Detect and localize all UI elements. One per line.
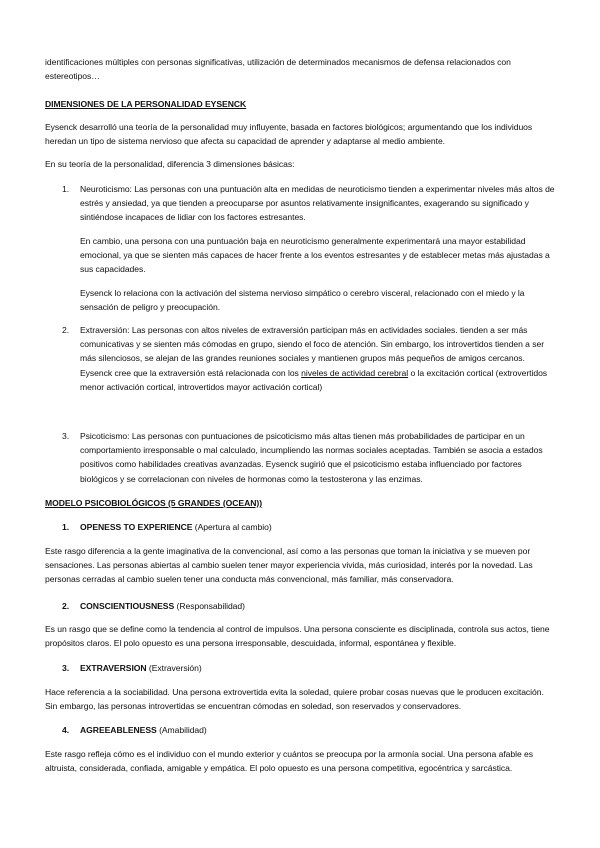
trait-translation: (Extraversión)	[148, 663, 202, 673]
neuroticism-low-paragraph: En cambio, una persona con una puntuación baja en neuroticismo generalmente experimentará una mayor estabilidad emocional, ya que se sienten más capaces de hacer frente a los eventos estresantes y de establecer metas más ajustadas a sus capacidades.	[80, 236, 550, 275]
trait-title-agreeableness	[80, 723, 557, 737]
trait-name: OPENESS TO EXPERIENCE	[80, 522, 193, 532]
neuroticism-paragraph: Neuroticismo: Las personas con una puntuación alta en medidas de neuroticismo tienden a experimentar niveles más altos de estrés y ansiedad, ya que tienden a preocuparse por asuntos relativamente insignificantes, exagerando su significado y sintiéndose incapaces de lidiar con los factores estresantes.	[80, 184, 555, 223]
trait-translation: (Responsabilidad)	[176, 601, 245, 611]
trait-text-conscientiousness: Es un rasgo que se define como la tendencia al control de impulsos. Una persona consciente es disciplinada, controla sus actos, tiene propósitos claros. El polo opuesto es una persona irresponsable, descuidada, informal, espontánea y flexible.	[45, 624, 550, 649]
trait-number: 4.	[62, 725, 70, 735]
trait-name: AGREEABLENESS	[80, 725, 157, 735]
extraversion-text-end: o la excitación cortical (extrovertidos menor activación cortical, introvertidos mayor activación cortical)	[80, 367, 548, 392]
list-number: 3.	[62, 431, 70, 441]
list-number: 1.	[62, 184, 70, 194]
intro-continuation: identificaciones múltiples con personas significativas, utilización de determinados mecanismos de defensa relacionados con estereotipos…	[45, 57, 511, 82]
trait-text-extraversion: Hace referencia a la sociabilidad. Una persona extrovertida evita la soledad, quiere probar cosas nuevas que le producen excitación. Sin embargo, las personas introvertidas se encuentran cómodas en soledad, son reservados y conservadores.	[45, 687, 544, 712]
brain-activity-link[interactable]: niveles de actividad cerebral	[301, 367, 409, 378]
trait-number: 3.	[62, 663, 70, 673]
trait-name: EXTRAVERSION	[80, 663, 147, 673]
ocean-heading: MODELO PSICOBIOLÓGICOS (5 GRANDES (OCEAN))	[45, 498, 263, 508]
trait-name: CONSCIENTIOUSNESS	[80, 601, 175, 611]
list-number: 2.	[62, 325, 70, 335]
psychoticism-paragraph: Psicoticismo: Las personas con puntuaciones de psicoticismo más altas tienen más probabilidades de participar en un comportamiento irresponsable o mal calculado, incumpliendo las normas sociales aceptadas. También se asocia a estados positivos como habilidades creativas avanzadas. Eysenck sugirió que el psicoticismo estaba influenciado por factores biológicos y se correlacionan con niveles de hormonas como la testosterona y las enzimas.	[80, 431, 543, 484]
trait-number: 1.	[62, 522, 70, 532]
trait-title-openness	[80, 520, 557, 534]
trait-title-extraversion	[80, 661, 557, 675]
trait-title-conscientiousness	[80, 599, 557, 613]
extraversion-paragraph	[80, 323, 557, 394]
trait-translation: (Apertura al cambio)	[194, 522, 272, 532]
trait-text-openness: Este rasgo diferencia a la gente imaginativa de la convencional, así como a las personas que toman la iniciativa y se mueven por sensaciones. Las personas abiertas al cambio suelen tener mayor experiencia vivida, más curiosidad, interés por la novedad. Las personas cerradas al cambio suelen tener una conducta más convencional, más familiar, más conservadora.	[45, 546, 533, 585]
trait-translation: (Amabilidad)	[159, 725, 207, 735]
eysenck-dimensions-lead: En su teoría de la personalidad, diferencia 3 dimensiones básicas:	[45, 159, 295, 169]
eysenck-heading: DIMENSIONES DE LA PERSONALIDAD EYSENCK	[45, 99, 247, 109]
trait-text-agreeableness: Este rasgo refleja cómo es el individuo con el mundo exterior y cuántos se preocupa por la armonía social. Una persona afable es altruista, considerada, confiada, amigable y empática. El polo opuesto es una persona competitiva, egocéntrica y sarcástica.	[45, 749, 534, 774]
trait-number: 2.	[62, 601, 70, 611]
neuroticism-relation-paragraph: Eysenck lo relaciona con la activación del sistema nervioso simpático o cerebro visceral, relacionado con el miedo y la sensación de peligro y preocupación.	[80, 288, 525, 313]
extraversion-text-start: Extraversión: Las personas con altos niveles de extraversión participan más en actividades sociales. tienden a ser más comunicativas y se sienten más cómodas en grupo, siendo el foco de atención. Sin embargo, los introvertidos tienden a ser más silenciosos, se alejan de las grandes reuniones sociales y mantienen grupos más pequeños de amigos cercanos. Eysenck cree que la extraversión está relacionada con los	[80, 325, 545, 378]
eysenck-intro-paragraph: Eysenck desarrolló una teoría de la personalidad muy influyente, basada en factores biológicos; argumentando que los individuos heredan un tipo de sistema nervioso que afecta su capacidad de aprender y adaptarse al medio ambiente.	[45, 122, 533, 147]
